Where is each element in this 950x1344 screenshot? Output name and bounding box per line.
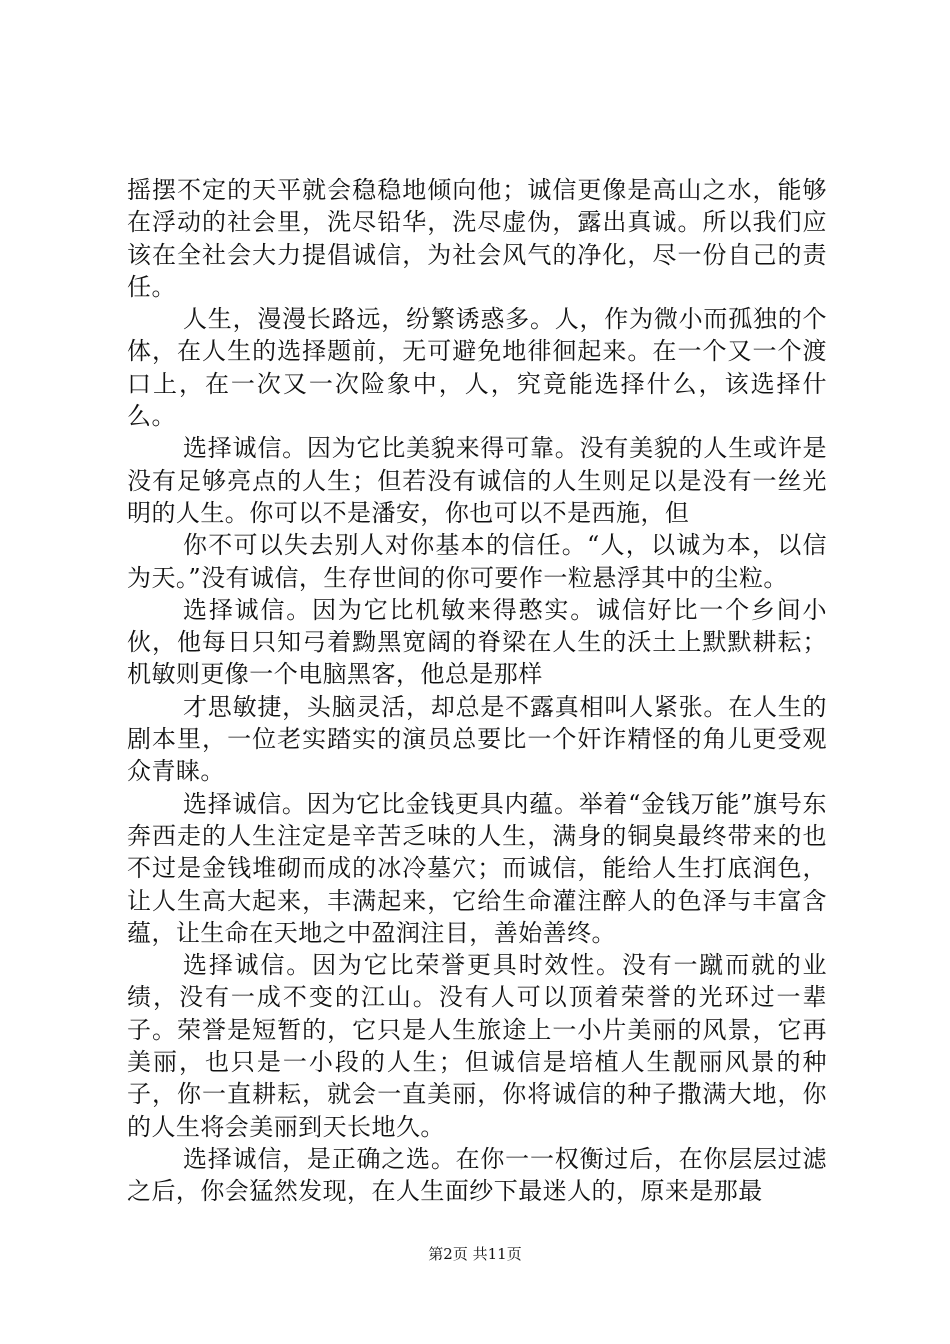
paragraph-actor: 才思敏捷，头脑灵活，却总是不露真相叫人紧张。在人生的剧本里，一位老实踏实的演员总要比一个奸诈精怪的角儿更受观众青睐。 xyxy=(127,692,827,786)
paragraph-life-path: 人生，漫漫长路远，纷繁诱惑多。人，作为微小而孤独的个体，在人生的选择题前，无可避免地徘徊起来。在一个又一个渡口上，在一次又一次险象中，人，究竟能选择什么，该选择什么。 xyxy=(127,305,827,431)
paragraph-money: 选择诚信。因为它比金钱更具内蕴。举着“金钱万能”旗号东奔西走的人生注定是辛苦乏味的人生，满身的铜臭最终带来的也不过是金钱堆砌而成的冰冷墓穴；而诚信，能给人生打底润色，让人生高大起来，丰满起来，它给生命灌注醉人的色泽与丰富含蕴，让生命在天地之中盈润注目，善始善终。 xyxy=(127,789,827,947)
paragraph-beauty: 选择诚信。因为它比美貌来得可靠。没有美貌的人生或许是没有足够亮点的人生；但若没有诚信的人生则足以是没有一丝光明的人生。你可以不是潘安，你也可以不是西施，但 xyxy=(127,434,827,527)
paragraph-wit: 选择诚信。因为它比机敏来得憨实。诚信好比一个乡间小伙，他每日只知弓着黝黑宽阔的脊梁在人生的沃土上默默耕耘；机敏则更像一个电脑黑客，他总是那样 xyxy=(127,595,827,689)
paragraph-continuation: 摇摆不定的天平就会稳稳地倾向他；诚信更像是高山之水，能够在浮动的社会里，洗尽铅华，洗尽虚伪，露出真诚。所以我们应该在全社会大力提倡诚信，为社会风气的净化，尽一份自己的责任。 xyxy=(127,176,827,301)
page-number-footer: 第2页 共11页 xyxy=(428,1245,522,1263)
paragraph-right-choice: 选择诚信，是正确之选。在你一一权衡过后，在你层层过滤之后，你会猛然发现，在人生面纱下最迷人的，原来是那最 xyxy=(127,1144,827,1206)
document-body xyxy=(127,174,827,1208)
paragraph-honor: 选择诚信。因为它比荣誉更具时效性。没有一蹴而就的业绩，没有一成不变的江山。没有人可以顶着荣誉的光环过一辈子。荣誉是短暂的，它只是人生旅途上一小片美丽的风景，它再美丽，也只是一小段的人生；但诚信是培植人生靓丽风景的种子，你一直耕耘，就会一直美丽，你将诚信的种子撒满大地，你的人生将会美丽到天长地久。 xyxy=(127,951,827,1141)
paragraph-trust: 你不可以失去别人对你基本的信任。“人，以诚为本，以信为天。”没有诚信，生存世间的你可要作一粒悬浮其中的尘粒。 xyxy=(127,531,827,592)
